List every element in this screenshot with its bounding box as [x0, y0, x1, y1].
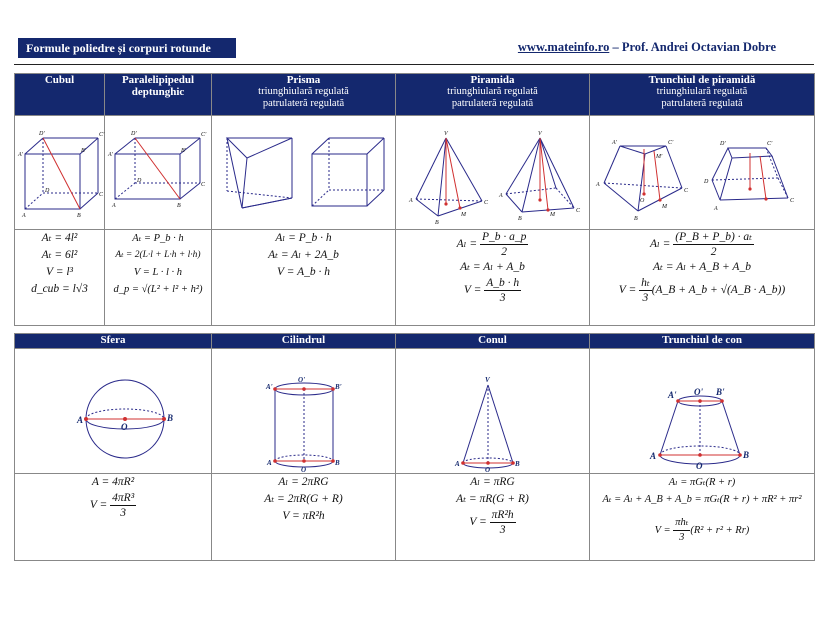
label: B' — [181, 148, 186, 154]
header-sphere: Sfera — [15, 334, 212, 349]
label: A — [499, 193, 503, 199]
cube-figure-cell — [15, 116, 105, 230]
cylinder-figure — [212, 349, 396, 473]
cube-figure — [15, 116, 105, 229]
label: O — [640, 198, 645, 204]
label: V — [538, 131, 542, 137]
label: C' — [767, 141, 773, 147]
label: D' — [131, 131, 137, 137]
cone-frustum-figure — [590, 349, 815, 473]
label: A' — [612, 140, 617, 146]
header-frustum: Trunchiul de piramidă triunghiulară regulată patrulateră regulată — [590, 74, 815, 116]
label: O' — [298, 376, 305, 384]
header-prism: Prisma triunghiulară regulată patrulateră regulată — [212, 74, 396, 116]
label: C' — [668, 140, 674, 146]
label: C — [484, 200, 489, 206]
cone-formulas: Aₗ = πRG Aₜ = πR(G + R) V = $\frac{\text{πR²h}}{3}$ — [396, 474, 590, 561]
label: M' — [656, 154, 663, 160]
site-credit — [518, 40, 776, 55]
cylinder-formulas: Aₗ = 2πRG Aₜ = 2πR(G + R) V = πR²h — [212, 474, 396, 561]
label: C' — [99, 132, 105, 138]
label: A — [409, 198, 413, 204]
sphere-formulas: A = 4πR² V = $\frac{\text{4πR³}}{3}$ — [15, 474, 212, 561]
cone-frustum-figure-cell — [590, 349, 815, 474]
label: A — [714, 206, 718, 212]
label: M — [461, 212, 466, 218]
prism-figure-cell — [212, 116, 396, 230]
label: A' — [18, 152, 23, 158]
header-cube: Cubul — [15, 74, 105, 116]
pyramid-figure — [396, 116, 590, 229]
frustum-formulas: Aₗ = $\frac{\text{(P\_B + P\_b) · aₜ}}{2}$ Aₜ = Aₗ + A_B + A_b V = $\frac{\text{hₜ}}{3}$ (A_B + A_b + √(A_B · A_b)) — [590, 230, 815, 326]
label: C — [201, 182, 206, 188]
label: A — [77, 415, 84, 425]
label: B — [177, 203, 181, 209]
label: B — [518, 216, 522, 222]
label: B' — [81, 148, 86, 154]
label: A — [112, 203, 116, 209]
label: C — [576, 208, 581, 214]
box-figure — [105, 116, 212, 229]
pyramid-formulas: Aₗ = $\frac{P\_b \cdot a\_p}{2}$ Aₜ = Aₗ + A_b V = $\frac{A\_b \cdot h}{3}$ — [396, 230, 590, 326]
label: B — [77, 213, 81, 219]
header-rule — [14, 64, 814, 65]
label: O — [696, 461, 703, 471]
page-title: Formule poliedre și corpuri rotunde — [18, 38, 236, 58]
label: A' — [108, 152, 113, 158]
label: D — [137, 178, 142, 184]
cone-frustum-formulas: Aₗ = πGₜ(R + r) Aₜ = Aₗ + A_B + A_b = πGₜ(R + r) + πR² + πr² V = $\frac{\text{πhₜ}}{3}$ (R² + r² + Rr) — [590, 474, 815, 561]
label: C' — [201, 132, 207, 138]
cone-figure-cell — [396, 349, 590, 474]
label: D — [704, 179, 709, 185]
label: B — [743, 450, 750, 460]
frustum-figure-cell — [590, 116, 815, 230]
polyhedra-table — [14, 73, 815, 326]
author: – Prof. Andrei Octavian Dobre — [612, 40, 776, 54]
header-pyramid: Piramida triunghiulară regulată patrulateră regulată — [396, 74, 590, 116]
header-box: Paralelipipedul deptunghic — [105, 74, 212, 116]
label: B — [167, 413, 174, 423]
label: B — [335, 459, 340, 467]
sphere-figure-cell — [15, 349, 212, 474]
cube-formulas: Aₜ = 4l² Aₜ = 6l² V = l³ d_cub = l√3 — [15, 230, 105, 326]
label: M — [550, 212, 555, 218]
label: V — [485, 376, 490, 384]
label: A' — [266, 383, 273, 391]
label: B — [634, 216, 638, 222]
label: D' — [39, 131, 45, 137]
label: C — [684, 188, 689, 194]
header-cone: Conul — [396, 334, 590, 349]
label: A — [455, 460, 460, 468]
label: A — [22, 213, 26, 219]
label: V — [444, 131, 448, 137]
label: D' — [720, 141, 726, 147]
label: B' — [335, 383, 342, 391]
header-cylinder: Cilindrul — [212, 334, 396, 349]
pyramid-figure-cell — [396, 116, 590, 230]
label: A' — [668, 390, 677, 400]
label: O — [301, 466, 307, 473]
prism-figure — [212, 116, 396, 229]
label: B — [435, 220, 439, 226]
label: O — [485, 466, 491, 473]
label: D — [45, 188, 50, 194]
label: M — [662, 204, 667, 210]
cone-figure — [396, 349, 590, 473]
label: B — [515, 460, 520, 468]
cylinder-figure-cell — [212, 349, 396, 474]
label: O' — [694, 387, 703, 397]
label: B' — [716, 387, 725, 397]
label: C — [790, 198, 795, 204]
label: A — [596, 182, 600, 188]
round-bodies-table — [14, 333, 815, 561]
prism-formulas: Aₗ = P_b · h Aₜ = Aₗ + 2A_b V = A_b · h — [212, 230, 396, 326]
label: C — [99, 192, 104, 198]
label: O — [121, 422, 128, 432]
label: A — [650, 451, 657, 461]
frustum-figure — [590, 116, 815, 229]
header-cone-frustum: Trunchiul de con — [590, 334, 815, 349]
box-figure-cell — [105, 116, 212, 230]
label: A — [267, 459, 272, 467]
site-url[interactable]: www.mateinfo.ro — [517, 40, 610, 54]
box-formulas: Aₜ = P_b · h Aₜ = 2(L·l + L·h + l·h) V = L · l · h d_p = √(L² + l² + h²) — [105, 230, 212, 326]
sphere-figure — [15, 349, 212, 473]
